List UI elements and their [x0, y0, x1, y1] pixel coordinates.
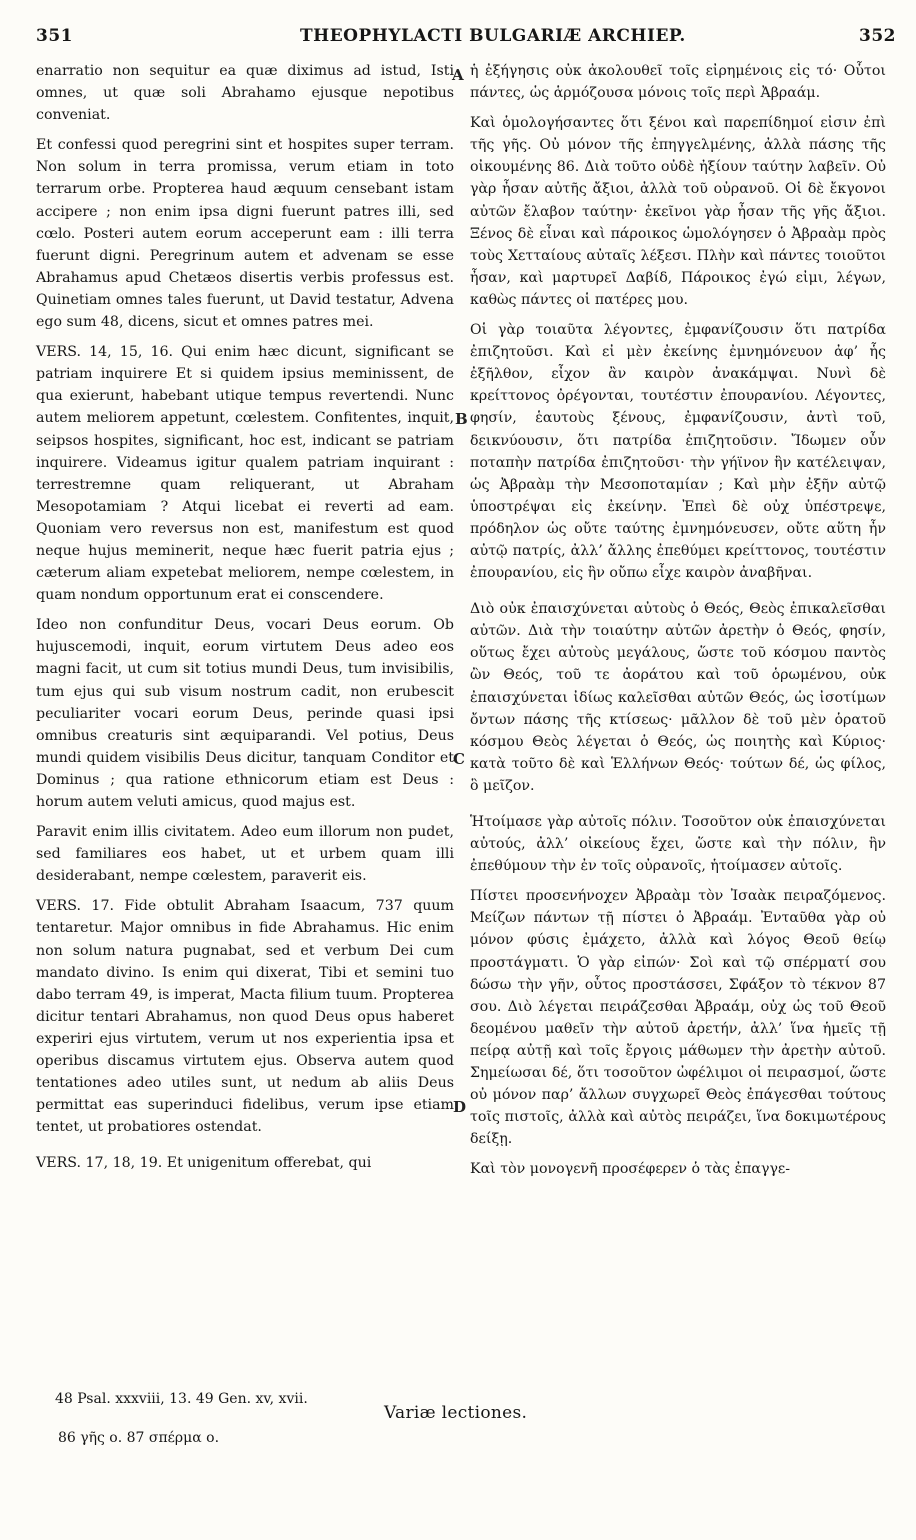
variae-lectiones-heading: Variæ lectiones. [384, 1403, 528, 1423]
greek-paragraph: Ἡτοίμασε γὰρ αὐτοῖς πόλιν. Τοσοῦτον οὐκ ἐπαισχύνεται αὐτούς, ἀλλ’ οἰκείους ἔχει, ὥστε καὶ τὴν πόλιν, ἣν ἐπεθύμουν τὴν ἐν τοῖς οὐρανοῖς, ἡτοίμασεν αὐτοῖς. [470, 814, 886, 875]
margin-marker-b: B [455, 410, 468, 428]
greek-paragraph: Πίστει προσενήνοχεν Ἀβραὰμ τὸν Ἰσαὰκ πειραζόμενος. Μείζων πάντων τῇ πίστει ὁ Ἀβραάμ. Ἐνταῦθα γὰρ οὐ μόνον φύσις ἐμάχετο, ἀλλὰ καὶ λόγος Θεοῦ θείῳ προστάγματι. Ὁ γὰρ εἰπών· Σοὶ καὶ τῷ σπέρματί σου δώσω τὴν γῆν, οὗτος προστάσσει, Σφάξον τὸ τέκνον 87 σου. Διὸ λέγεται πειράζεσθαι Ἀβραάμ, οὐχ ὡς τοῦ Θεοῦ δεομένου μαθεῖν τὴν αὐτοῦ ἀρετήν, ἀλλ’ ἵνα ἡμεῖς τῇ πείρᾳ αὐτῇ καὶ τοῖς ἔργοις μάθωμεν τὴν ἀρετὴν αὐτοῦ. Σημείωσαι δέ, ὅτι τοσοῦτον ὠφέλιμοι οἱ πειρασμοί, ὥστε οὐ μόνον παρ’ ἄλλων συγχωρεῖ Θεὸς ἐπάγεσθαι τούτους τοῖς πιστοῖς, ἀλλὰ καὶ αὐτὸς πειράζει, ἵνα δοκιμωτέρους δείξῃ. [470, 888, 886, 1148]
margin-marker-c: C [453, 750, 465, 768]
running-header [36, 18, 896, 52]
latin-paragraph: Et confessi quod peregrini sint et hospites super terram. Non solum in terra promissa, verum etiam in toto terrarum orbe. Propterea haud æquum censebant istam accipere ; non enim ipsa digni fuerunt patres illi, sed cœlo. Posteri autem eorum acceperunt eam : illi terra fuerunt digni. Peregrinum autem et advenam se esse Abrahamus apud Chetæos disertis verbis professus est. Quinetiam omnes tales fuerunt, ut David testatur, Advena ego sum 48, dicens, sicut et omnes patres mei. [36, 137, 454, 331]
greek-paragraph: Καὶ τὸν μονογενῆ προσέφερεν ὁ τὰς ἐπαγγε- [470, 1161, 791, 1178]
running-title: THEOPHYLACTI BULGARIÆ ARCHIEP. [300, 26, 686, 46]
greek-column [470, 60, 886, 1189]
margin-marker-a: A [452, 66, 464, 84]
greek-paragraph: Οἱ γὰρ τοιαῦτα λέγοντες, ἐμφανίζουσιν ὅτι πατρίδα ἐπιζητοῦσι. Καὶ εἰ μὲν ἐκείνης ἐμνημόνευον ἀφ’ ἧς ἐξῆλθον, εἶχον ἂν καιρὸν ἀνακάμψαι. Νυνὶ δὲ κρείττονος ὀρέγονται, τουτέστιν ἐπουρανίου. Λέγοντες, φησίν, ἑαυτοὺς ξένους, ἐμφανίζουσιν, ἀντὶ τοῦ, δεικνύουσιν, ὅτι πατρίδα ἐπιζητοῦσιν. Ἴδωμεν οὖν ποταπὴν πατρίδα ἐπιζητοῦσι· τὴν γήϊνον ἣν κατέλειψαν, ὡς Ἀβραὰμ τὴν Μεσοποταμίαν ; Καὶ μὴν ἐξῆν αὐτῷ ὑποστρέψαι εἰς ἐκείνην. Ἐπεὶ δὲ οὐχ ὑπέστρεψε, πρόδηλον ὡς οὔτε ταύτης ἐμνημόνευσεν, οὔτε αὕτη ἦν αὐτῷ πατρίς, ἀλλ’ ἄλλης ἐπεθύμει κρείττονος, τουτέστιν ἐπουρανίου, εἰς ἣν οὔπω εἶχε καιρὸν ἀναβῆναι. [470, 322, 886, 582]
page-number-right: 352 [859, 26, 896, 46]
latin-paragraph: VERS. 17. Fide obtulit Abraham Isaacum, 737 quum tentaretur. Major omnibus in fide Abrahamus. Hic enim non solum natura pugnabat, sed et verbum Dei cum mandato divino. Is enim qui dixerat, Tibi et semini tuo dabo terram 49, is imperat, Macta filium tuum. Propterea dicitur tentari Abrahamus, non quod Deus opus haberet experiri ejus virtutem, verum ut nos experientia ipsa et operibus discamus virtutem ejus. Observa autem quod tentationes adeo utiles sunt, ut nedum ab aliis Deus permittat eas superinduci fidelibus, verum ipse etiam tentet, ut probatiores ostendat. [36, 898, 454, 1136]
latin-paragraph: Ideo non confunditur Deus, vocari Deus eorum. Ob hujuscemodi, inquit, eorum virtutem Deus adeo eos magni facit, ut cum sit totius mundi Deus, tum invisibilis, tum ejus qui sub visum nostrum cadit, non erubescit peculiariter vocari eorum Deus, perinde quasi ipsi omnibus creaturis sint æquiparandi. Vel potius, Deus mundi quidem visibilis Deus dicitur, tanquam Conditor et Dominus ; qua ratione ethnicorum etiam est Deus : horum autem veluti amicus, quod majus est. [36, 617, 454, 810]
greek-paragraph: Διὸ οὐκ ἐπαισχύνεται αὐτοὺς ὁ Θεός, Θεὸς ἐπικαλεῖσθαι αὐτῶν. Διὰ τὴν τοιαύτην αὐτῶν ἀρετὴν ὁ Θεός, φησίν, οὕτως ἔχει αὐτοὺς μεγάλους, ὥστε τοῦ κόσμου παντὸς ὢν Θεός, τοῦ τε ἀοράτου καὶ τοῦ ὁρωμένου, οὐκ ἐπαισχύνεται ἰδίως καλεῖσθαι αὐτῶν Θεός, ὡς ἰσοτίμων ὄντων πάσης τῆς κτίσεως· μᾶλλον δὲ τοῦ μὲν ὁρατοῦ κόσμου Θεὸς λέγεται ὁ Θεός, ὡς ποιητὴς καὶ Κύριος· κατὰ τοῦτο δὲ καὶ Ἑλλήνων Θεός· τούτων δέ, ὡς φίλος, ὃ μεῖζον. [470, 601, 886, 794]
latin-paragraph: enarratio non sequitur ea quæ diximus ad istud, Isti omnes, ut quæ soli Abrahamo ejusque nepotibus conveniat. [36, 63, 454, 124]
latin-paragraph: VERS. 17, 18, 19. Et unigenitum offerebat, qui [36, 1155, 372, 1172]
latin-paragraph: VERS. 14, 15, 16. Qui enim hæc dicunt, significant se patriam inquirere Et si quidem ipsius meminissent, de qua exierunt, habebant utique tempus revertendi. Nunc autem meliorem appetunt, cœlestem. Confitentes, inquit, seipsos hospites, significant, hoc est, indicant se patriam inquirere. Videamus igitur qualem patriam inquirant : terrestremne quam reliquerant, ut Abraham Mesopotamiam ? Atqui licebat ei reverti ad eam. Quoniam vero reversus non est, manifestum est quod neque hujus meminerit, neque hæc fuerit patria ejus ; cæterum aliam expetebat meliorem, nempe cœlestem, in quam nondum opportunum erat ei conscendere. [36, 344, 454, 604]
latin-column [36, 60, 454, 1183]
latin-paragraph: Paravit enim illis civitatem. Adeo eum illorum non pudet, sed familiares eos habet, ut et urbem quam illi desiderabant, nempe cœlestem, paraverit eis. [36, 824, 454, 885]
margin-marker-d: D [453, 1098, 467, 1116]
page-number-left: 351 [36, 26, 73, 46]
greek-paragraph: Καὶ ὁμολογήσαντες ὅτι ξένοι καὶ παρεπίδημοί εἰσιν ἐπὶ τῆς γῆς. Οὐ μόνον τῆς ἐπηγγελμένης, ἀλλὰ πάσης τῆς οἰκουμένης 86. Διὰ τοῦτο οὐδὲ ἠξίουν ταύτην λαβεῖν. Οὐ γὰρ ἦσαν αὐτῆς ἄξιοι, ἀλλὰ τοῦ οὐρανοῦ. Οἱ δὲ ἔκγονοι αὐτῶν ἔλαβον ταύτην· ἐκεῖνοι γὰρ ἦσαν τῆς γῆς ἄξιοι. Ξένος δὲ εἶναι καὶ πάροικος ὡμολόγησεν ὁ Ἀβραὰμ πρὸς τοὺς Χετταίους αὐταῖς λέξεσι. Πλὴν καὶ πάντες τοιοῦτοι ἦσαν, καὶ μαρτυρεῖ Δαβίδ, Πάροικος ἐγώ εἰμι, λέγων, καθὼς πάντες οἱ πατέρες μου. [470, 115, 886, 308]
latin-footnotes: 48 Psal. xxxviii, 13. 49 Gen. xv, xvii. [55, 1391, 308, 1407]
greek-footnotes: 86 γῆς ο. 87 σπέρμα ο. [58, 1430, 220, 1446]
greek-paragraph: ἡ ἐξήγησις οὐκ ἀκολουθεῖ τοῖς εἰρημένοις εἰς τό· Οὗτοι πάντες, ὡς ἁρμόζουσα μόνοις τοῖς περὶ Ἀβραάμ. [470, 63, 886, 102]
